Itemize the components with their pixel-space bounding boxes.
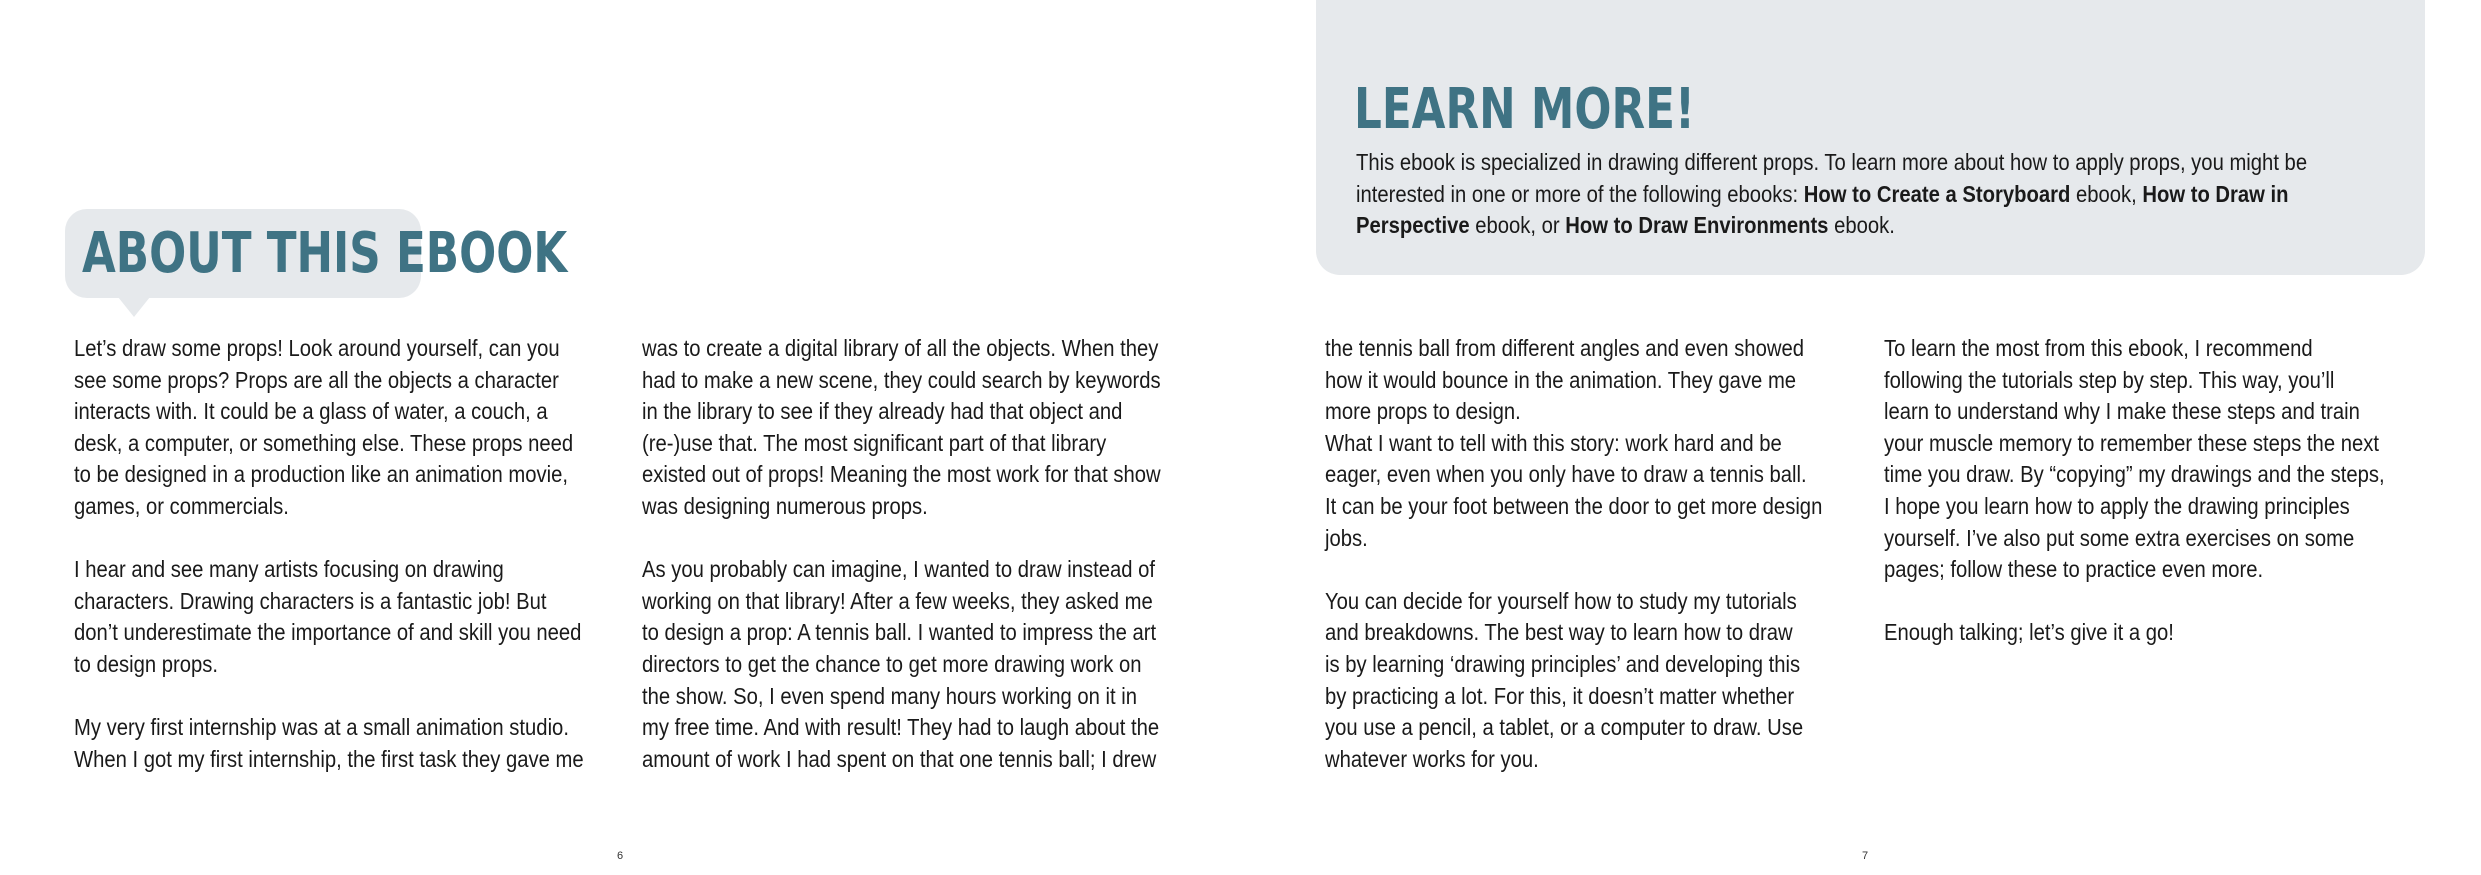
text-line: directors to get the chance to get more drawing work on <box>642 650 1142 677</box>
text-line: What I want to tell with this story: work hard and be <box>1325 429 1782 456</box>
text-line: working on that library! After a few weeks, they asked me <box>642 587 1153 614</box>
column-1 <box>74 333 602 807</box>
learn-more-text-run: ebook. <box>1828 212 1895 238</box>
text-line: how it would bounce in the animation. They gave me <box>1325 366 1797 393</box>
learn-more-text-run: interested in one or more of the following ebooks: <box>1356 180 1804 207</box>
text-line: is by learning ‘drawing principles’ and developing this <box>1325 650 1801 677</box>
text-line: to be designed in a production like an animation movie, <box>74 461 568 488</box>
text-line: to design a prop: A tennis ball. I wanted to impress the art <box>642 619 1157 646</box>
text-line: characters. Drawing characters is a fantastic job! But <box>74 587 547 614</box>
learn-more-intro: This ebook is specialized in drawing different props. To learn more about how to apply props, you might be <box>1356 149 2308 175</box>
paragraph <box>74 333 602 523</box>
text-line: the tennis ball from different angles and even showed <box>1325 335 1804 361</box>
text-line: I hear and see many artists focusing on drawing <box>74 556 504 583</box>
about-heading: ABOUT THIS EBOOK <box>82 221 568 286</box>
text-line: amount of work I had spent on that one tennis ball; I drew <box>642 745 1157 772</box>
book-title-perspective-part2: Perspective <box>1356 212 1470 238</box>
text-line: interacts with. It could be a glass of water, a couch, a <box>74 398 548 425</box>
paragraph <box>1325 333 1853 554</box>
text-line: by practicing a lot. For this, it doesn’t matter whether <box>1325 682 1795 709</box>
text-line: (re-)use that. The most significant part of that library <box>642 429 1107 456</box>
text-line: had to make a new scene, they could search by keywords <box>642 366 1161 393</box>
text-line: jobs. <box>1325 524 1368 551</box>
column-2 <box>642 333 1170 807</box>
text-line: pages; follow these to practice even more. <box>1884 556 2264 583</box>
paragraph <box>642 333 1170 523</box>
text-line: to design props. <box>74 650 219 677</box>
text-line: in the library to see if they already had that object and <box>642 398 1123 425</box>
text-line: your muscle memory to remember these steps the next <box>1884 429 2379 456</box>
paragraph <box>1884 617 2412 649</box>
text-line: eager, even when you only have to draw a tennis ball. <box>1325 461 1807 488</box>
paragraph <box>642 554 1170 775</box>
paragraph <box>1325 586 1853 776</box>
text-line: was to create a digital library of all the objects. When they <box>642 335 1159 361</box>
learn-more-heading: LEARN MORE! <box>1354 77 1695 142</box>
text-line: don’t underestimate the importance of and skill you need <box>74 619 582 646</box>
text-line: When I got my first internship, the first task they gave me <box>74 745 584 772</box>
text-line: time you draw. By “copying” my drawings and the steps, <box>1884 461 2385 488</box>
text-line: learn to understand why I make these steps and train <box>1884 398 2360 425</box>
paragraph <box>74 712 602 775</box>
book-title-storyboard: How to Create a Storyboard <box>1803 180 2071 207</box>
text-line: Enough talking; let’s give it a go! <box>1884 619 2174 646</box>
text-line: my free time. And with result! They had to laugh about the <box>642 714 1160 741</box>
text-line: following the tutorials step by step. This way, you’ll <box>1884 366 2335 393</box>
text-line: yourself. I’ve also put some extra exercises on some <box>1884 524 2355 551</box>
text-line: As you probably can imagine, I wanted to draw instead of <box>642 556 1156 583</box>
learn-more-text-run: ebook, <box>2070 180 2143 207</box>
text-line: It can be your foot between the door to get more design <box>1325 492 1823 519</box>
text-line: was designing numerous props. <box>642 492 928 519</box>
learn-more-text <box>1356 147 2394 242</box>
text-line: My very first internship was at a small animation studio. <box>74 714 569 741</box>
column-4 <box>1884 333 2412 681</box>
text-line: you use a pencil, a tablet, or a computer to draw. Use <box>1325 714 1804 741</box>
text-line: existed out of props! Meaning the most work for that show <box>642 461 1161 488</box>
paragraph <box>1884 333 2412 586</box>
learn-more-text-run: ebook, or <box>1469 212 1566 238</box>
book-title-environments: How to Draw Environments <box>1565 212 1829 238</box>
text-line: desk, a computer, or something else. These props need <box>74 429 574 456</box>
text-line: I hope you learn how to apply the drawing principles <box>1884 492 2350 519</box>
text-line: and breakdowns. The best way to learn how to draw <box>1325 619 1793 646</box>
paragraph <box>74 554 602 680</box>
page-number-left: 6 <box>617 850 624 862</box>
text-line: see some props? Props are all the objects a character <box>74 366 559 393</box>
book-title-perspective-part1: How to Draw in <box>2142 180 2289 207</box>
column-3 <box>1325 333 1853 807</box>
text-line: the show. So, I even spend many hours working on it in <box>642 682 1138 709</box>
text-line: more props to design. <box>1325 398 1521 425</box>
about-speech-bubble-tail <box>118 297 150 317</box>
page-number-right: 7 <box>1862 850 1869 862</box>
text-line: Let’s draw some props! Look around yourself, can you <box>74 335 560 361</box>
text-line: games, or commercials. <box>74 492 289 519</box>
text-line: To learn the most from this ebook, I recommend <box>1884 335 2313 361</box>
text-line: You can decide for yourself how to study my tutorials <box>1325 587 1797 614</box>
text-line: whatever works for you. <box>1325 745 1539 772</box>
